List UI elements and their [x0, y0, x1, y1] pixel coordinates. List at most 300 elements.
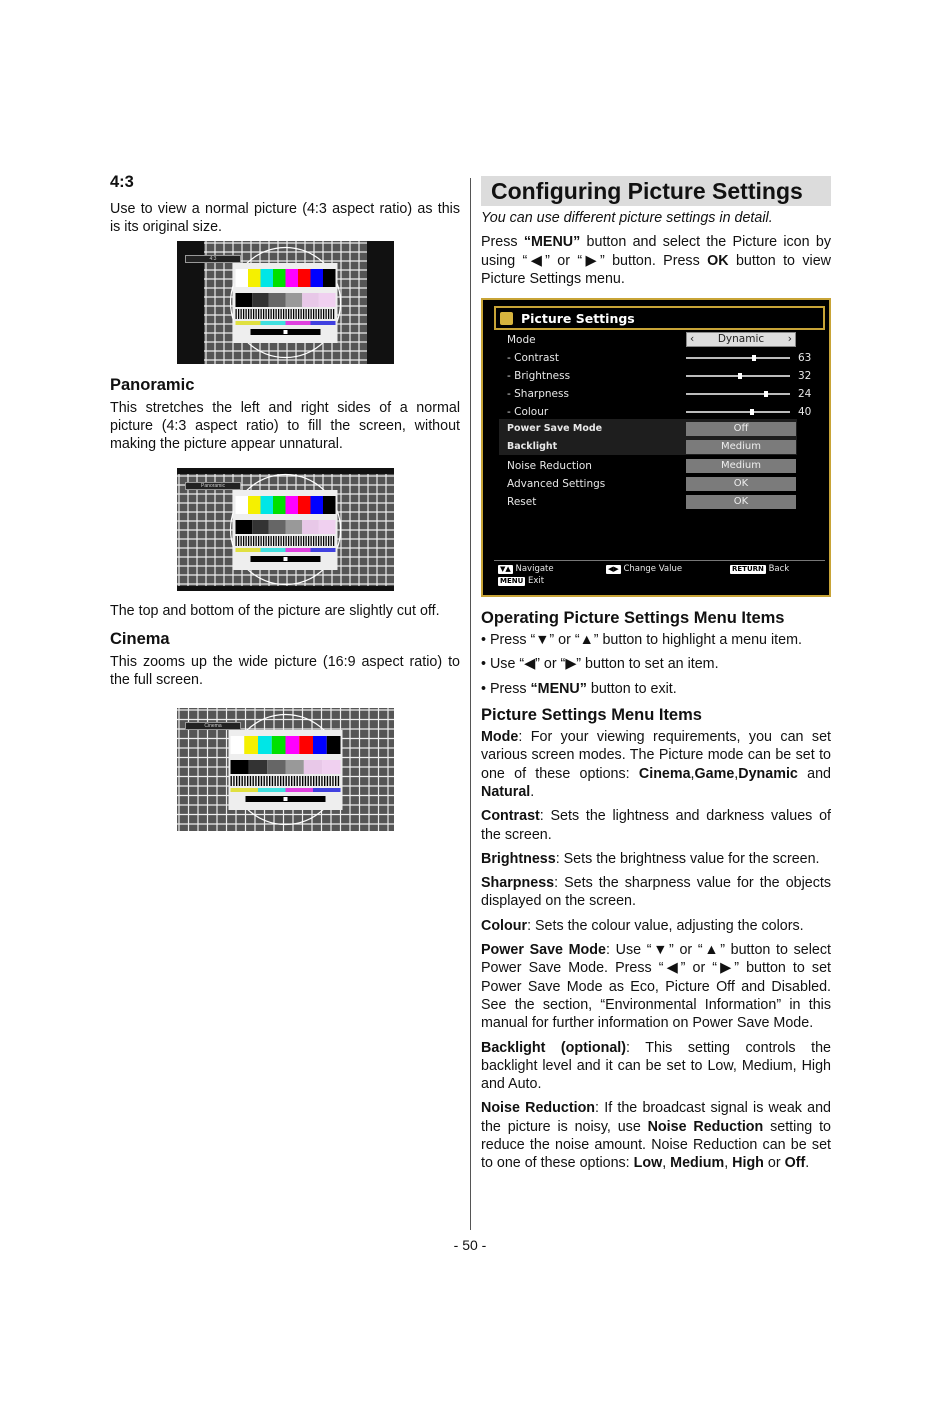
resolution-bar — [275, 776, 276, 786]
resolution-bar — [321, 536, 322, 546]
resolution-bar — [246, 309, 247, 319]
aspect-tag: Panoramic — [185, 482, 241, 490]
option: Natural — [481, 783, 531, 800]
resolution-bar — [316, 776, 317, 786]
menu-key: “MENU” — [523, 234, 581, 251]
color-bar — [261, 496, 274, 514]
resolution-bar — [305, 776, 306, 786]
items-title: Picture Settings Menu Items — [481, 706, 702, 725]
resolution-bar — [293, 309, 294, 319]
color-strip — [311, 321, 336, 325]
menu-key: “MENU” — [530, 680, 587, 697]
grey-step — [267, 760, 285, 774]
option: Off — [784, 1155, 806, 1172]
color-bar — [248, 496, 261, 514]
colour-paragraph — [481, 917, 831, 935]
subtitle: You can use different picture settings in detail. — [481, 210, 773, 226]
resolution-bar — [271, 536, 272, 546]
resolution-bar — [316, 309, 317, 319]
desc: : If the broadcast signal is weak and the picture is noisy, use — [481, 1100, 831, 1135]
value-slider[interactable] — [686, 375, 790, 377]
grey-step — [286, 293, 303, 307]
hint-text: Exit — [528, 576, 545, 587]
hint-text: Navigate — [515, 564, 554, 575]
slider-value: 40 — [798, 406, 812, 419]
sep: , — [734, 765, 739, 782]
color-bar — [313, 736, 327, 754]
sep: , — [662, 1155, 671, 1172]
resolution-bar — [253, 536, 254, 546]
term: Contrast — [481, 808, 540, 825]
resolution-bar — [276, 309, 277, 319]
resolution-bar — [297, 776, 298, 786]
resolution-bar — [338, 776, 339, 786]
value-slider[interactable] — [686, 393, 790, 395]
option: Dynamic — [738, 765, 798, 782]
color-bar — [298, 269, 311, 287]
resolution-bar — [328, 536, 329, 546]
intro-text: Press — [481, 234, 524, 251]
desc: : Sets the sharpness value for the objects displayed on the screen. — [481, 875, 831, 910]
bullet-item: • Press “MENU” button to exit. — [481, 680, 677, 697]
resolution-bar — [241, 309, 242, 319]
resolution-bar — [268, 309, 269, 319]
grey-step — [302, 293, 319, 307]
resolution-bar — [286, 536, 287, 546]
resolution-bar — [313, 536, 314, 546]
color-bar — [272, 736, 286, 754]
grey-step — [231, 760, 249, 774]
resolution-bar — [246, 536, 247, 546]
option: Low — [633, 1155, 663, 1172]
resolution-bar — [306, 536, 307, 546]
slider-value: 24 — [798, 388, 812, 401]
resolution-bar — [272, 776, 273, 786]
intro-text: button and select the Picture icon by using “◀” or “▶” button. Press — [481, 234, 831, 269]
resolution-bar — [327, 776, 328, 786]
back-hint — [730, 563, 789, 575]
bullet-text: Press “▼” or “▲” button to highlight a menu item. — [489, 632, 802, 649]
left-arrow-icon: ‹ — [690, 333, 695, 346]
osd-option-row[interactable] — [499, 420, 799, 438]
grey-step — [319, 520, 336, 534]
resolution-bar — [291, 309, 292, 319]
resolution-bar — [241, 536, 242, 546]
resolution-bar — [293, 536, 294, 546]
mode-paragraph — [481, 728, 831, 801]
resolution-bar — [286, 309, 287, 319]
resolution-bar — [236, 309, 237, 319]
osd-label: Power Save Mode — [507, 423, 603, 435]
osd-label: - Colour — [507, 406, 549, 419]
color-strip — [236, 321, 261, 325]
resolution-bar — [321, 776, 322, 786]
aspect-tag: 4:3 — [185, 255, 241, 263]
color-strip — [261, 321, 286, 325]
mode-selector[interactable] — [686, 332, 796, 347]
resolution-bar — [231, 776, 232, 786]
resolution-bar — [256, 536, 257, 546]
desc: : This setting controls the backlight level and it can be set to Low, Medium, High and Auto. — [481, 1039, 831, 1093]
panoramic-note: The top and bottom of the picture are slightly cut off. — [110, 603, 440, 620]
grey-step — [286, 760, 304, 774]
resolution-bar — [269, 776, 270, 786]
color-bar — [261, 269, 274, 287]
term: Sharpness — [481, 875, 555, 892]
osd-label: - Sharpness — [507, 388, 569, 401]
return-key-icon: RETURN — [732, 565, 764, 574]
resolution-bar — [280, 776, 281, 786]
page-number: - 50 - — [453, 1237, 487, 1253]
color-bar — [248, 269, 261, 287]
resolution-bar — [248, 309, 249, 319]
column-divider — [470, 178, 471, 1230]
resolution-bar — [333, 309, 334, 319]
resolution-bar — [251, 309, 252, 319]
color-bar — [286, 496, 299, 514]
resolution-bar — [278, 309, 279, 319]
resolution-bar — [242, 776, 243, 786]
color-bar — [323, 496, 336, 514]
resolution-bar — [251, 536, 252, 546]
ok-key: OK — [707, 252, 729, 269]
color-bar — [298, 496, 311, 514]
slider-knob[interactable] — [738, 373, 742, 379]
option: Game — [694, 765, 735, 782]
hint-text: Change Value — [623, 564, 683, 575]
osd-option-row[interactable] — [499, 493, 799, 511]
grey-step — [252, 520, 269, 534]
resolution-bar — [261, 309, 262, 319]
page-title: Configuring Picture Settings — [481, 176, 831, 206]
resolution-bar — [308, 536, 309, 546]
osd-slider-row[interactable] — [499, 349, 812, 367]
aspect-tag: Cinema — [185, 722, 241, 730]
osd-label: - Brightness — [507, 370, 571, 383]
resolution-bar — [236, 536, 237, 546]
grey-step — [319, 293, 336, 307]
color-bar — [327, 736, 341, 754]
resolution-bar — [258, 309, 259, 319]
resolution-bar — [288, 309, 289, 319]
section-text-cinema: This zooms up the wide picture (16:9 aspect ratio) to the full screen. — [110, 653, 460, 689]
slider-knob[interactable] — [764, 391, 768, 397]
resolution-bar — [286, 776, 287, 786]
color-strip — [311, 548, 336, 552]
illustration-panoramic — [177, 468, 394, 591]
resolution-bar — [277, 776, 278, 786]
color-bar — [286, 269, 299, 287]
osd-label: Backlight — [507, 441, 558, 453]
section-title-panoramic: Panoramic — [110, 375, 195, 394]
grey-step — [269, 520, 286, 534]
osd-option-button[interactable]: Medium — [686, 440, 796, 454]
resolution-bar — [291, 776, 292, 786]
resolution-bar — [294, 776, 295, 786]
illustration-4-3 — [177, 241, 394, 364]
up-down-icon: ▼▲ — [500, 565, 511, 574]
resolution-bar — [335, 776, 336, 786]
section-title-4-3: 4:3 — [110, 173, 134, 191]
resolution-bar — [263, 536, 264, 546]
grey-step — [252, 293, 269, 307]
color-bar — [323, 269, 336, 287]
resolution-bar — [268, 536, 269, 546]
resolution-bar — [239, 776, 240, 786]
osd-option-row[interactable] — [499, 457, 799, 475]
term: Colour — [481, 917, 528, 934]
menu-key-icon: MENU — [500, 577, 524, 586]
left-right-icon: ◀▶ — [608, 565, 619, 574]
resolution-bar — [238, 536, 239, 546]
section-text-panoramic: This stretches the left and right sides of a normal picture (4:3 aspect ratio) to fill the screen, without making the picture appear unnatural. — [110, 399, 460, 453]
color-strip — [313, 788, 341, 792]
resolution-bar — [311, 309, 312, 319]
section-title-cinema: Cinema — [110, 629, 170, 648]
slider-knob[interactable] — [750, 409, 754, 415]
resolution-bar — [261, 536, 262, 546]
color-strip — [231, 788, 259, 792]
resolution-bar — [278, 536, 279, 546]
desc: : Use “▼” or “▲” button to select Power Save Mode. Press “◀” or “▶” button to set Power Save Mode as Eco, Picture Off and Disabled. See the section, “Environmental Information” in this manual for further information on Power Save Mode. — [481, 942, 831, 1032]
resolution-bar — [318, 536, 319, 546]
color-bar — [311, 269, 324, 287]
resolution-bar — [308, 309, 309, 319]
bullet-item: • Use “◀” or “▶” button to set an item. — [481, 656, 719, 673]
resolution-bar — [306, 309, 307, 319]
resolution-bar — [283, 536, 284, 546]
osd-option-row[interactable] — [499, 475, 799, 493]
slider-value: 63 — [798, 352, 812, 365]
resolution-bar — [303, 536, 304, 546]
resolution-bar — [258, 536, 259, 546]
color-bar — [273, 496, 286, 514]
resolution-bar — [323, 309, 324, 319]
osd-option-button[interactable]: OK — [686, 477, 796, 491]
grey-step — [322, 760, 340, 774]
operating-title: Operating Picture Settings Menu Items — [481, 609, 785, 628]
value-slider[interactable] — [686, 411, 790, 413]
resolution-bar — [288, 536, 289, 546]
osd-title: Picture Settings — [521, 311, 635, 327]
term: Mode — [481, 729, 519, 746]
resolution-bar — [263, 309, 264, 319]
desc: : Sets the colour value, adjusting the colors. — [527, 917, 804, 934]
grey-step — [302, 520, 319, 534]
center-marker — [284, 330, 288, 334]
resolution-bar — [318, 309, 319, 319]
grey-step — [249, 760, 267, 774]
desc: setting to reduce the noise amount. Noise Reduction can be set to one of these options: — [481, 1118, 831, 1172]
osd-option-button[interactable]: OK — [686, 495, 796, 509]
resolution-bar — [256, 309, 257, 319]
bullet-text: button to exit. — [586, 680, 677, 697]
color-bar — [236, 496, 249, 514]
value-slider[interactable] — [686, 357, 790, 359]
intro-paragraph — [481, 233, 831, 288]
resolution-bar — [323, 536, 324, 546]
desc: : Sets the brightness value for the screen. — [555, 850, 820, 867]
color-bar — [231, 736, 245, 754]
resolution-bar — [247, 776, 248, 786]
grey-step — [236, 520, 253, 534]
resolution-bar — [283, 776, 284, 786]
right-arrow-icon: › — [787, 333, 792, 346]
option: Medium — [670, 1155, 725, 1172]
bullet-text: Press — [489, 680, 531, 697]
resolution-bar — [332, 776, 333, 786]
osd-option-button[interactable]: Medium — [686, 459, 796, 473]
resolution-bar — [248, 536, 249, 546]
sep: , — [690, 765, 695, 782]
resolution-bar — [253, 776, 254, 786]
desc: and — [797, 765, 831, 782]
resolution-bar — [233, 776, 234, 786]
resolution-bar — [326, 309, 327, 319]
option: Cinema — [638, 765, 691, 782]
color-bar — [299, 736, 313, 754]
osd-label: Advanced Settings — [507, 478, 606, 491]
color-bar — [244, 736, 258, 754]
resolution-bar — [299, 776, 300, 786]
hint-text: Back — [768, 564, 790, 575]
term: Noise Reduction — [647, 1118, 764, 1135]
resolution-bar — [296, 309, 297, 319]
term: Power Save Mode — [481, 942, 606, 959]
backlight-paragraph — [481, 1039, 831, 1094]
desc: or — [763, 1155, 785, 1172]
resolution-bar — [298, 536, 299, 546]
term: Backlight (optional) — [481, 1039, 627, 1056]
resolution-bar — [244, 776, 245, 786]
exit-hint — [498, 575, 544, 587]
center-marker — [284, 557, 288, 561]
resolution-bar — [308, 776, 309, 786]
grey-step — [236, 293, 253, 307]
resolution-bar — [281, 309, 282, 319]
resolution-bar — [281, 536, 282, 546]
osd-label: Noise Reduction — [507, 460, 592, 473]
resolution-bar — [250, 776, 251, 786]
color-bar — [258, 736, 272, 754]
desc: : For your viewing requirements, you can set various screen modes. The Picture mode can be set to one of these options: — [481, 729, 831, 782]
noise-reduction-paragraph — [481, 1099, 831, 1172]
color-strip — [286, 321, 311, 325]
term: Noise Reduction — [481, 1100, 596, 1117]
resolution-bar — [261, 776, 262, 786]
resolution-bar — [311, 536, 312, 546]
picture-settings-osd — [481, 298, 831, 597]
osd-footer — [494, 560, 825, 590]
slider-value: 32 — [798, 370, 812, 383]
section-text-4-3: Use to view a normal picture (4:3 aspect ratio) as this is its original size. — [110, 201, 460, 236]
power-save-paragraph — [481, 941, 831, 1032]
bullet-item: • Press “▼” or “▲” button to highlight a menu item. — [481, 632, 802, 649]
osd-row-mode[interactable] — [499, 331, 799, 349]
mode-value: Dynamic — [717, 333, 765, 346]
resolution-bar — [266, 536, 267, 546]
color-strip — [261, 548, 286, 552]
resolution-bar — [319, 776, 320, 786]
center-marker — [284, 797, 288, 801]
resolution-bar — [301, 309, 302, 319]
resolution-bar — [273, 536, 274, 546]
desc: . — [805, 1155, 810, 1172]
resolution-bar — [328, 309, 329, 319]
intro-text: button to view Picture Settings menu. — [481, 252, 831, 287]
grey-step — [286, 520, 303, 534]
resolution-bar — [302, 776, 303, 786]
color-bar — [236, 269, 249, 287]
grey-step — [269, 293, 286, 307]
sharpness-paragraph — [481, 874, 831, 911]
resolution-bar — [258, 776, 259, 786]
resolution-bar — [288, 776, 289, 786]
color-strip — [258, 788, 286, 792]
resolution-bar — [255, 776, 256, 786]
navigate-hint — [498, 563, 554, 575]
color-bar — [286, 736, 300, 754]
resolution-bar — [253, 309, 254, 319]
right-column — [481, 176, 831, 1173]
resolution-bar — [303, 309, 304, 319]
resolution-bar — [330, 776, 331, 786]
resolution-bar — [331, 309, 332, 319]
resolution-bar — [326, 536, 327, 546]
osd-option-button[interactable]: Off — [686, 422, 796, 436]
resolution-bar — [291, 536, 292, 546]
resolution-bar — [321, 309, 322, 319]
osd-label: - Contrast — [507, 352, 559, 365]
osd-slider-row[interactable] — [499, 367, 812, 385]
resolution-bar — [276, 536, 277, 546]
resolution-bar — [238, 309, 239, 319]
resolution-bar — [273, 309, 274, 319]
resolution-bar — [283, 309, 284, 319]
desc: . — [530, 783, 535, 800]
resolution-bar — [266, 309, 267, 319]
osd-label: Mode — [507, 334, 536, 347]
resolution-bar — [324, 776, 325, 786]
color-strip — [236, 548, 261, 552]
color-strip — [286, 788, 314, 792]
slider-knob[interactable] — [752, 355, 756, 361]
color-bar — [273, 269, 286, 287]
resolution-bar — [316, 536, 317, 546]
resolution-bar — [243, 536, 244, 546]
resolution-bar — [298, 309, 299, 319]
brightness-paragraph — [481, 850, 831, 868]
osd-slider-row[interactable] — [499, 385, 812, 403]
resolution-bar — [266, 776, 267, 786]
resolution-bar — [301, 536, 302, 546]
resolution-bar — [333, 536, 334, 546]
resolution-bar — [271, 309, 272, 319]
grey-step — [304, 760, 322, 774]
resolution-bar — [243, 309, 244, 319]
resolution-bar — [331, 536, 332, 546]
osd-label: Reset — [507, 496, 537, 509]
color-bar — [311, 496, 324, 514]
picture-icon — [500, 312, 513, 325]
resolution-bar — [236, 776, 237, 786]
option: High — [732, 1155, 764, 1172]
resolution-bar — [296, 536, 297, 546]
osd-option-row[interactable] — [499, 438, 799, 456]
resolution-bar — [264, 776, 265, 786]
desc: : Sets the lightness and darkness values of the screen. — [481, 808, 831, 843]
bullet-text: Use “◀” or “▶” button to set an item. — [489, 656, 719, 673]
